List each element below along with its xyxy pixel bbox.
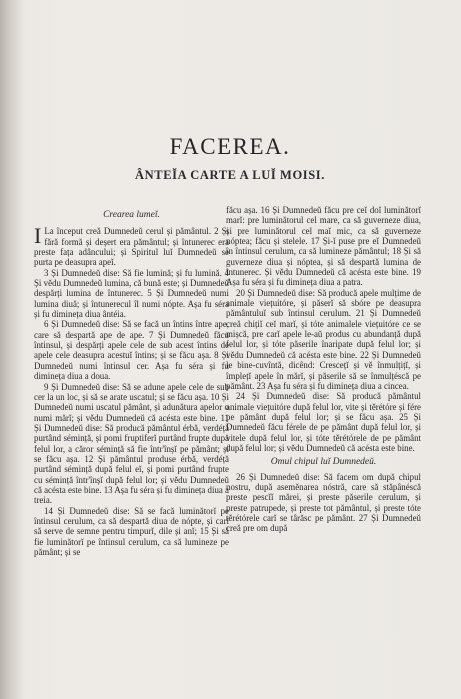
right-column	[226, 205, 421, 534]
verse-paragraph: 20 Și Dumnedeŭ dise: Să producă apele mulțime de animale viețuitóre, și păserĭ să sbóre pe deasupra pământuluĭ sub întinsul cerulum. 21 Și Dumnedeŭ creă chițiĭ ceĭ marĭ, și tóte animalele viețuitóre ce se mișcă, pre carĭ apele le-aŭ produs cu abundanță după felul lor, și tóte păserile înaripate după felul lor; și vědu Dumnedeŭ că acésta este bine. 22 Și Dumnedeŭ le bine-cuvîntă, dicênd: Crescețĭ și vě înmulțițĭ, și împlețĭ apele în mărĭ, și păserile să se înmulțéscă pe pământ. 23 Așa fu séra și fu dimineța diua a cincea.	[226, 287, 421, 391]
book-title: FACEREA.	[169, 134, 291, 159]
drop-cap: I	[34, 223, 42, 249]
section-heading-creation: Crearea lumeĭ.	[103, 210, 160, 220]
left-column	[34, 210, 229, 557]
book-subtitle: ÂNTEĬA CARTE A LUĬ MOISI.	[135, 168, 325, 182]
verse-paragraph: făcu așa. 16 Și Dumnedeŭ făcu pre ceĭ doĭ luminătorĭ marĭ: pre luminătorul cel mare, ca să guverneze diua, și pre luminătorul cel maĭ mic, ca să guverneze nóptea; făcu și stelele. 17 Și-ĭ puse pre eĭ Dumnedeŭ în întinsul cerulum, ca să lumineze pământul; 18 Și să guverneze diua și nóptea, și să despartă lumina de întunerec. Și vědu Dumnedeŭ că acésta este bine. 19 Așa fu séra și fu dimineța diua a patra.	[226, 205, 421, 288]
binding-gutter	[0, 0, 24, 699]
verse-paragraph: 26 Și Dumnedeŭ dise: Să facem om după chipul nostru, după asemĕnarea nóstră, care să stăpânéscă preste pescĭĭ mărei, și preste păserile cerulum, și preste patrupede, și preste tot pământul, și preste tóte těrétórele carĭ se târăsc pe pământ. 27 Și Dumnedeŭ creă pre om după	[226, 471, 421, 534]
section-heading-man: Omul chipul luĭ Dumnedeŭ.	[270, 457, 377, 468]
verse-paragraph: 14 Și Dumnedeŭ dise: Să se facă luminătorĭ pe întinsul cerulum, ca să despartă diua de nópte, și carĭ să serve de semne pentru timpurĭ, dile și anĭ; 15 Și să fie luminătorĭ pe întinsul cerulum, ca să lumineze pe pământ; și se	[34, 505, 229, 557]
verse-paragraph	[34, 223, 229, 268]
verse-text: La început creă Dumnedeŭ cerul și pământul. 2 Și fără formă și deșert era pământul; și întunerec era preste fața adâncului; și Spiritul luĭ Dumnedeŭ se purta pe deasupra apeĭ.	[34, 226, 229, 268]
verse-paragraph: 9 Și Dumnedeŭ dise: Să se adune apele cele de sub cer la un loc, și să se arate uscatul; și se făcu așa. 10 Și Dumnedeŭ numi uscatul pământ, și adunătura apelor o numi mărĭ; și vědu Dumnedeŭ că acésta este bine. 11 Și Dumnedeŭ dise: Să producă pământul érbă, verdéță purtând sémință, și pomi fruptiferĭ purtând frupte după felul lor, a căror sémință să fie într'înșĭ pe pământ; și se făcu așa. 12 Și pământul produse érbă, verdéță purtând sémință după felul eĭ, și pomi purtând frupte cu sémință într'înșĭ după felul lor; și vědu Dumnedeŭ că acésta este bine. 13 Așa fu séra și fu dimineța diua a treia.	[34, 381, 229, 506]
verse-paragraph: 3 Și Dumnedeŭ dise: Să fie lumină; și fu lumină. 4 Și vědu Dumnedeŭ lumina, că bună este; și Dumnedeŭ despărți lumina de întunerec. 5 Și Dumnedeŭ numi lumina diuă; și întunerecul îl numi nópte. Așa fu séra și fu dimineța diua ântéia.	[34, 267, 229, 320]
verse-paragraph: 24 Și Dumnedeŭ dise: Să producă pământul animale viețuitóre după felul lor, vite și těrétóre și fére pe pământ după felul lor; și se făcu așa. 25 Și Dumnedeŭ făcu férele de pe pământ după felul lor, și vitele după felul lor, și tóte těrétórele de pe pământ după felul lor; și vědu Dumnedeŭ că acésta este bine.	[226, 391, 421, 453]
verse-paragraph: 6 Și Dumnedeŭ dise: Să se facă un întins între ape, care să despartă ape de ape. 7 Și Dumnedeŭ făcu întinsul, și despărți apele cele de sub acest întins de apele cele deasupra acestuĭ întins; și se făcu așa. 8 Și Dumnedeŭ numi întinsul cer. Așa fu séra și fu dimineța diua a doua.	[34, 319, 229, 382]
